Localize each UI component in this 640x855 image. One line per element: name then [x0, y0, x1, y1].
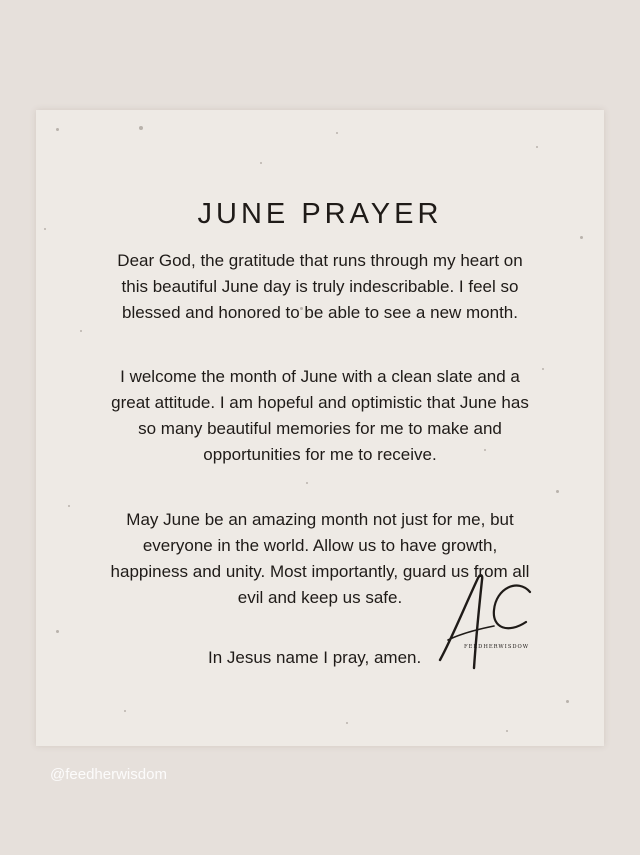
paper-speck — [346, 722, 348, 724]
paper-speck — [124, 710, 126, 712]
prayer-title: JUNE PRAYER — [197, 198, 443, 230]
prayer-paragraph-3: May June be an amazing month not just for me, but everyone in the world. Allow us to have growth, happiness and unity. Most importantly, guard us from all evil and keep us safe. — [110, 510, 530, 607]
prayer-card — [36, 110, 604, 746]
signature-logo — [434, 568, 544, 678]
paper-speck — [260, 162, 262, 164]
paper-speck — [306, 482, 308, 484]
prayer-paragraph-1: Dear God, the gratitude that runs through my heart on this beautiful June day is truly indescribable. I feel so blessed and honored to be able to see a new month. — [117, 251, 523, 322]
prayer-paragraph-2: I welcome the month of June with a clean slate and a great attitude. I am hopeful and optimistic that June has so many beautiful memories for me to make and opportunities for me to receive. — [111, 367, 529, 464]
paper-speck — [566, 700, 569, 703]
paper-speck — [556, 490, 559, 493]
paper-speck — [580, 236, 583, 239]
prayer-closing: In Jesus name I pray, amen. — [208, 648, 422, 667]
paper-speck — [56, 630, 59, 633]
paper-speck — [80, 330, 82, 332]
svg-text:FEEDHERWISDOW: FEEDHERWISDOW — [464, 644, 530, 650]
paper-speck — [139, 126, 143, 130]
paper-speck — [506, 730, 508, 732]
paper-speck — [56, 128, 59, 131]
account-watermark: @feedherwisdom — [50, 766, 167, 783]
paper-speck — [536, 146, 538, 148]
paper-speck — [336, 132, 338, 134]
